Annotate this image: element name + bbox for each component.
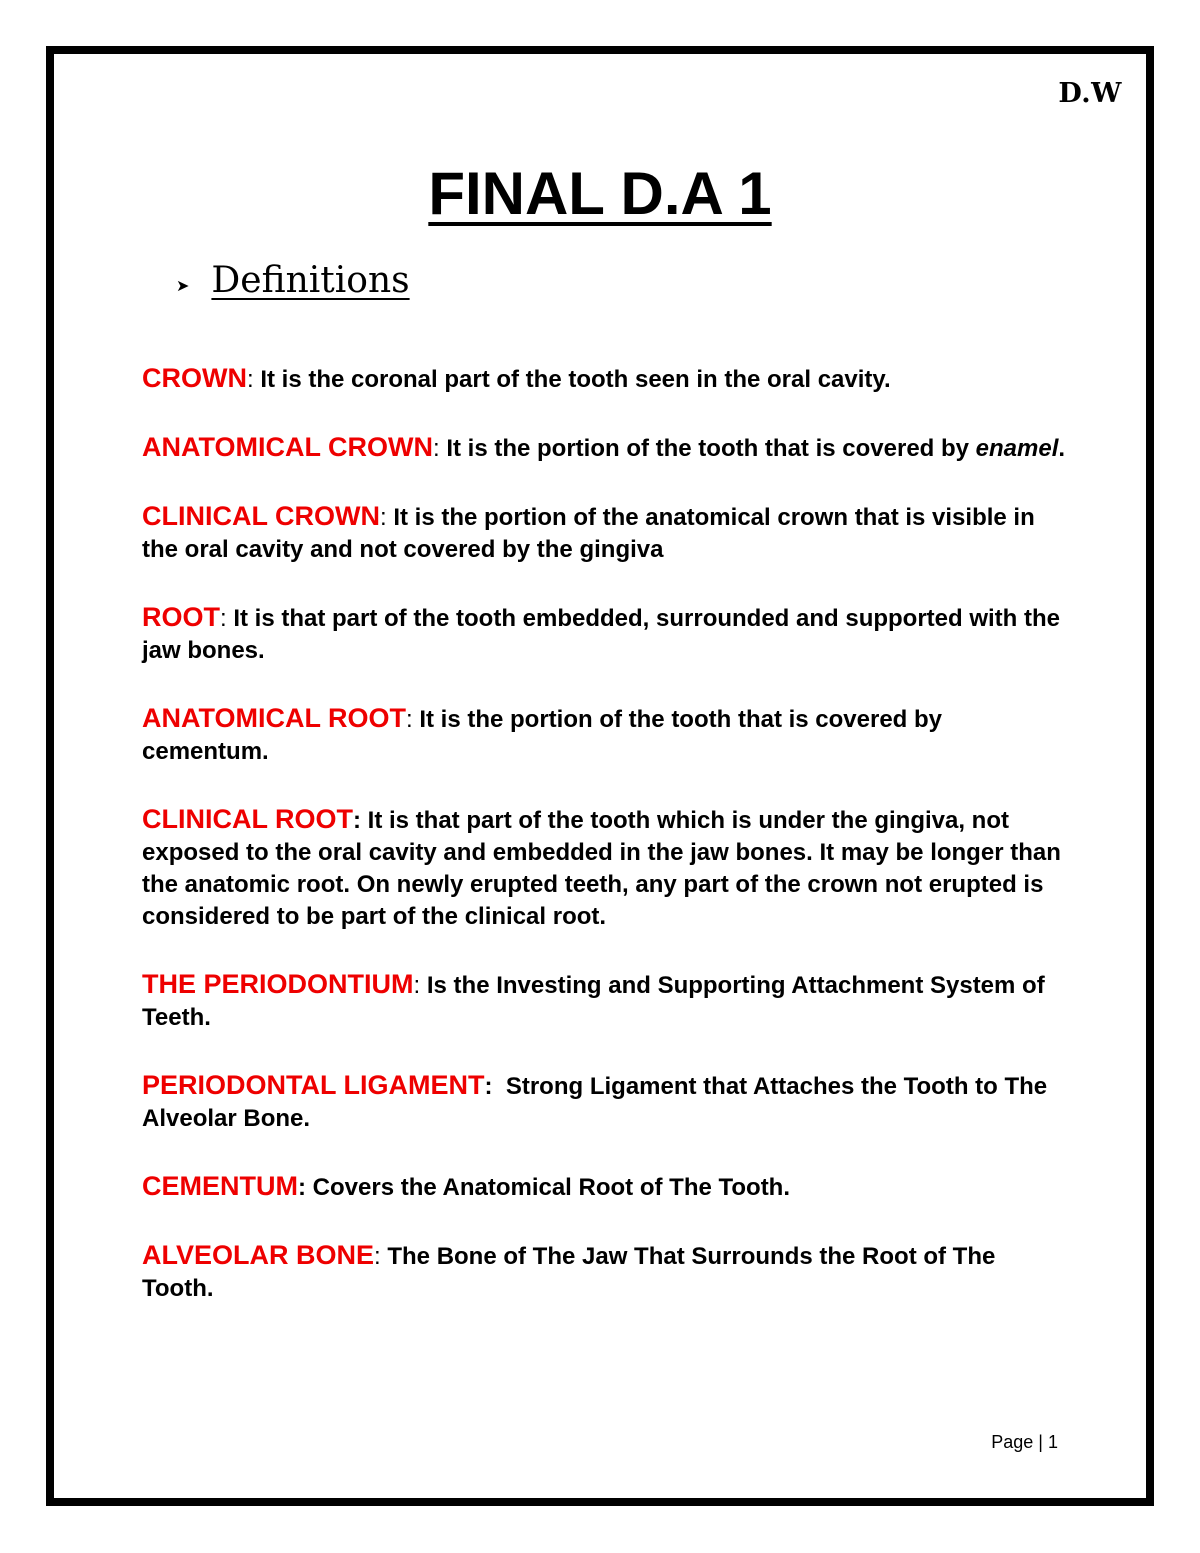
definition-separator: : (484, 1073, 493, 1100)
definition-term: ALVEOLAR BONE (142, 1240, 375, 1270)
definition-separator: : (379, 504, 387, 531)
definition-separator: : (353, 807, 361, 834)
definition-item (142, 601, 1072, 667)
definition-item (142, 1069, 1072, 1135)
section-heading (176, 260, 410, 301)
definition-emphasis: enamel (975, 435, 1059, 462)
definition-separator: : (298, 1174, 306, 1201)
arrow-bullet-icon: ➤ (176, 277, 190, 295)
definition-text: It is the portion of the tooth that is covered by cementum. (142, 706, 943, 765)
definition-term: THE PERIODONTIUM (142, 969, 414, 999)
definition-term: ANATOMICAL CROWN (142, 432, 433, 462)
definitions-list (142, 362, 1072, 1340)
definition-item (142, 1170, 1072, 1204)
definition-text: It is that part of the tooth embedded, surrounded and supported with the jaw bones. (142, 605, 1060, 664)
definition-separator: : (413, 972, 421, 999)
definition-separator: : (220, 605, 227, 632)
definition-text: Covers the Anatomical Root of The Tooth. (306, 1174, 791, 1201)
definition-text: It is the portion of the tooth that is covered by (439, 435, 976, 462)
definition-item (142, 431, 1072, 465)
definition-item (142, 803, 1072, 933)
definition-separator: : (246, 366, 254, 393)
definition-term: ROOT (142, 602, 220, 632)
definition-item (142, 500, 1072, 566)
definition-term: CLINICAL ROOT (142, 804, 353, 834)
definition-text: Is the Investing and Supporting Attachment System of Teeth. (142, 972, 1045, 1031)
definition-text: It is the coronal part of the tooth seen in the oral cavity. (253, 366, 891, 393)
author-mark: D.W (1058, 78, 1122, 109)
definition-text: It is the portion of the anatomical crown that is visible in the oral cavity and not covered by the gingiva (142, 504, 1035, 563)
page-title (0, 158, 1200, 230)
definition-item (142, 1239, 1072, 1305)
definition-item (142, 362, 1072, 396)
definition-text: Strong Ligament that Attaches the Tooth to The Alveolar Bone. (142, 1073, 1053, 1132)
definition-item (142, 968, 1072, 1034)
page-title-text: FINAL D.A 1 (428, 160, 772, 227)
definition-text: The Bone of The Jaw That Surrounds the Root of The Tooth. (142, 1243, 996, 1302)
definition-item (142, 702, 1072, 768)
definition-separator: : (406, 706, 413, 733)
definition-term: CEMENTUM (142, 1171, 298, 1201)
page-number: Page | 1 (991, 1432, 1058, 1452)
definition-text-after: . (1058, 435, 1066, 462)
definition-text: It is that part of the tooth which is under the gingiva, not exposed to the oral cavity and embedded in the jaw bones. It may be longer than the anatomic root. On newly erupted teeth, any part of the crown not erupted is considered to be part of the clinical root. (142, 807, 1061, 930)
definition-separator: : (432, 435, 440, 462)
definition-term: CLINICAL CROWN (142, 501, 380, 531)
definition-term: ANATOMICAL ROOT (142, 703, 406, 733)
definition-term: PERIODONTAL LIGAMENT (142, 1070, 485, 1100)
section-heading-text: Definitions (211, 260, 410, 301)
definition-separator: : (374, 1243, 381, 1270)
definition-term: CROWN (142, 363, 247, 393)
